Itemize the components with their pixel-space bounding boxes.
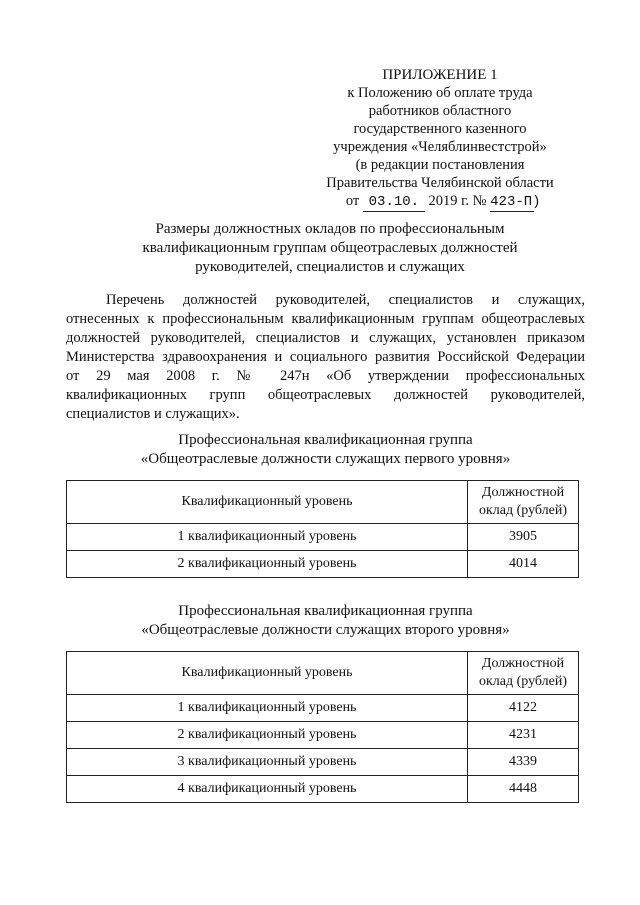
salary-header-line: оклад (рублей) — [478, 503, 568, 518]
appendix-line: государственного казенного — [353, 121, 527, 137]
table-header-row — [67, 481, 579, 524]
appendix-line: учреждения «Челяблинвестстрой» — [333, 139, 547, 155]
intro-line: отнесенных к профессиональным квалификационным группам общеотраслевых — [66, 311, 585, 327]
table-header-row — [67, 652, 579, 695]
title-line: руководителей, специалистов и служащих — [195, 259, 465, 275]
salary-cell: 3905 — [468, 524, 579, 551]
salary-cell: 4014 — [468, 551, 579, 578]
salary-cell: 4231 — [468, 722, 579, 749]
column-header-level: Квалификационный уровень — [67, 652, 468, 695]
intro-line: Перечень должностей руководителей, специалистов и служащих, — [106, 292, 585, 308]
table-row — [67, 722, 579, 749]
appendix-title: ПРИЛОЖЕНИЕ 1 — [382, 67, 498, 83]
year-text: 2019 г. № — [428, 193, 487, 209]
appendix-line: работников областного — [368, 103, 512, 119]
group-2-heading — [66, 602, 585, 640]
table-row — [67, 524, 579, 551]
group-heading-line: Профессиональная квалификационная группа — [178, 603, 473, 619]
column-header-level: Квалификационный уровень — [67, 481, 468, 524]
table-row — [67, 749, 579, 776]
group-1-salary-table — [66, 480, 579, 578]
salary-header-line: оклад (рублей) — [478, 674, 568, 689]
appendix-line: (в редакции постановления — [355, 157, 525, 173]
intro-line: специалистов и служащих». — [66, 406, 240, 422]
column-header-salary — [468, 481, 579, 524]
salary-header-line: Должностной — [481, 485, 565, 500]
intro-line: квалификационных групп общеотраслевых должностей руководителей, — [66, 387, 585, 403]
appendix-block — [290, 66, 590, 212]
group-heading-line: «Общеотраслевые должности служащих первого уровня» — [140, 451, 511, 467]
level-cell: 2 квалификационный уровень — [67, 722, 468, 749]
level-cell: 3 квалификационный уровень — [67, 749, 468, 776]
intro-paragraph — [66, 291, 585, 424]
document-title — [70, 220, 590, 277]
group-2-salary-table — [66, 651, 579, 803]
table-row — [67, 776, 579, 803]
date-stamp: 03.10. — [363, 193, 425, 212]
salary-header-line: Должностной — [481, 656, 565, 671]
intro-line: Министерства здравоохранения и социального развития Российской Федерации — [66, 349, 585, 365]
group-heading-line: «Общеотраслевые должности служащих второго уровня» — [141, 622, 510, 638]
intro-line: от 29 мая 2008 г. № 247н «Об утверждении профессиональных — [66, 368, 585, 384]
table-row — [67, 551, 579, 578]
appendix-line: Правительства Челябинской области — [326, 175, 554, 191]
group-heading-line: Профессиональная квалификационная группа — [178, 432, 473, 448]
appendix-line: к Положению об оплате труда — [347, 85, 533, 101]
level-cell: 1 квалификационный уровень — [67, 524, 468, 551]
salary-cell: 4122 — [468, 695, 579, 722]
number-stamp: 423-П) — [490, 194, 541, 210]
appendix-date-line — [290, 192, 590, 212]
salary-cell: 4448 — [468, 776, 579, 803]
title-line: квалификационным группам общеотраслевых должностей — [142, 240, 518, 256]
column-header-salary — [468, 652, 579, 695]
title-line: Размеры должностных окладов по профессиональным — [155, 221, 505, 237]
level-cell: 4 квалификационный уровень — [67, 776, 468, 803]
level-cell: 1 квалификационный уровень — [67, 695, 468, 722]
salary-cell: 4339 — [468, 749, 579, 776]
level-cell: 2 квалификационный уровень — [67, 551, 468, 578]
intro-line: должностей руководителей, специалистов и служащих, установлен приказом — [66, 330, 585, 346]
date-prefix: от — [345, 193, 360, 209]
group-1-heading — [66, 431, 585, 469]
table-row — [67, 695, 579, 722]
